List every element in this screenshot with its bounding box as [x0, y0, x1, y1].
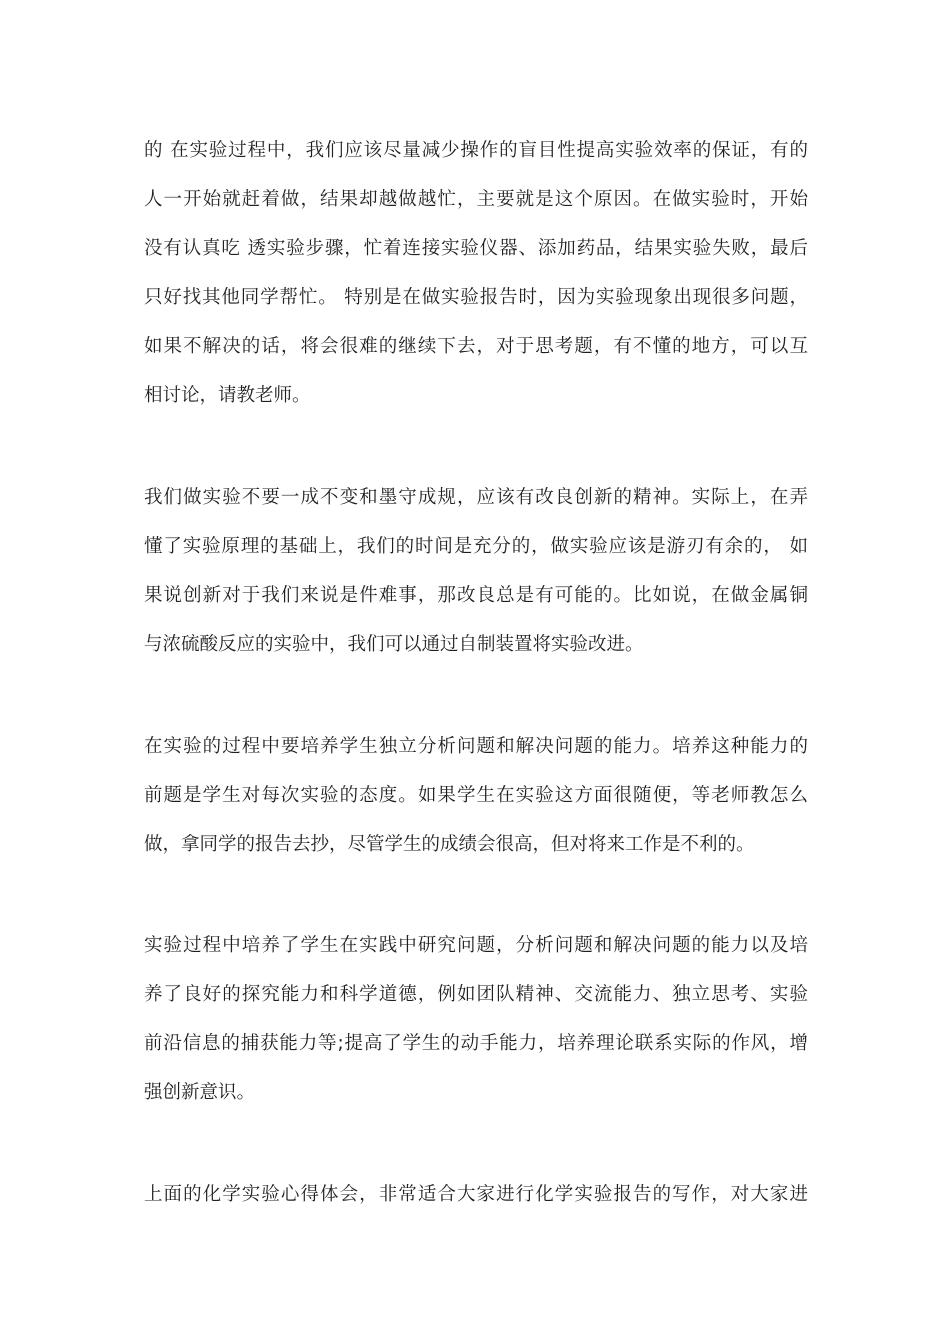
text-line: 前沿信息的捕获能力等;提高了学生的动手能力，培养理论联系实际的作风，增: [144, 1033, 808, 1054]
text-line: 如果不解决的话，将会很难的继续下去，对于思考题，有不懂的地方，可以互: [144, 336, 808, 357]
text-line: 与浓硫酸反应的实验中，我们可以通过自制装置将实验改进。: [144, 634, 644, 655]
text-line: 强创新意识。: [144, 1082, 256, 1103]
text-line: 的 在实验过程中，我们应该尽量减少操作的盲目性提高实验效率的保证，有的: [144, 140, 808, 161]
text-line: 果说创新对于我们来说是件难事，那改良总是有可能的。比如说，在做金属铜: [144, 585, 808, 606]
text-line: 相讨论，请教老师。: [144, 385, 311, 406]
text-line: 人一开始就赶着做，结果却越做越忙，主要就是这个原因。在做实验时，开始: [144, 189, 808, 210]
text-line: 做，拿同学的报告去抄，尽管学生的成绩会很高，但对将来工作是不利的。: [144, 834, 755, 855]
text-line: 养了良好的探究能力和科学道德，例如团队精神、交流能力、独立思考、实验: [144, 984, 808, 1005]
text-line: 实验过程中培养了学生在实践中研究问题，分析问题和解决问题的能力以及培: [144, 935, 808, 956]
text-line: 没有认真吃 透实验步骤，忙着连接实验仪器、添加药品，结果实验失败，最后: [144, 238, 808, 259]
text-line: 上面的化学实验心得体会，非常适合大家进行化学实验报告的写作，对大家进: [144, 1184, 808, 1205]
text-line: 懂了实验原理的基础上，我们的时间是充分的，做实验应该是游刃有余的， 如: [144, 536, 808, 557]
text-line: 我们做实验不要一成不变和墨守成规，应该有改良创新的精神。实际上，在弄: [144, 487, 808, 508]
text-line: 只好找其他同学帮忙。 特别是在做实验报告时，因为实验现象出现很多问题，: [144, 287, 808, 308]
text-line: 前题是学生对每次实验的态度。如果学生在实验这方面很随便，等老师教怎么: [144, 785, 808, 806]
text-line: 在实验的过程中要培养学生独立分析问题和解决问题的能力。培养这种能力的: [144, 736, 808, 757]
